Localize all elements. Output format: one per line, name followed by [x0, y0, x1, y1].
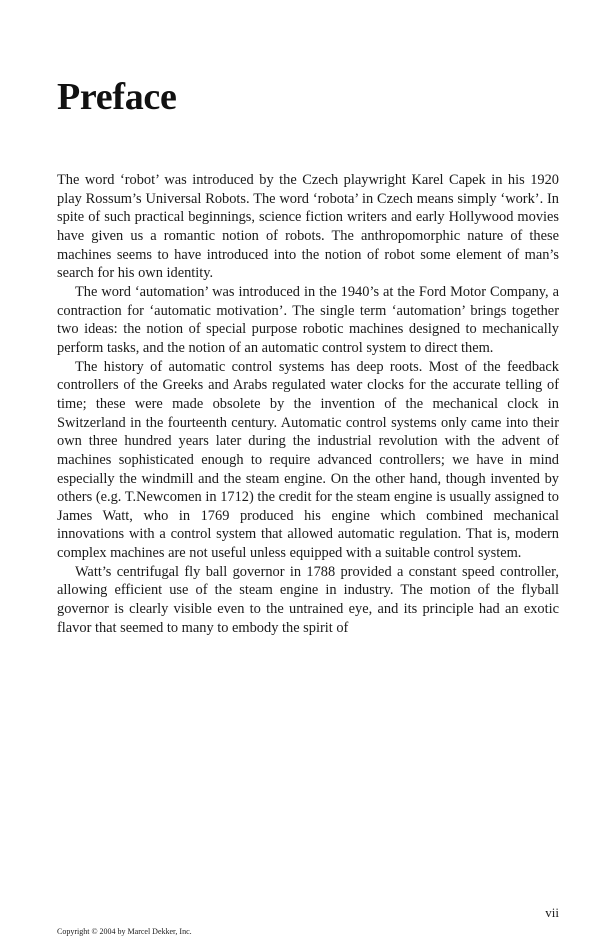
page-title: Preface [57, 76, 177, 118]
paragraph-1: The word ‘robot’ was introduced by the Czech playwright Karel Capek in his 1920 play Rossum’s Universal Robots. The word ‘robota’ in Czech means simply ‘work’. In spite of such practical beginnings, science fiction writers and early Hollywood movies have given us a romantic notion of robots. The anthropomorphic nature of these machines seems to have introduced into the notion of robot some element of man’s search for his own identity. [57, 172, 559, 282]
copyright-notice: Copyright © 2004 by Marcel Dekker, Inc. [57, 927, 192, 936]
page-number: vii [545, 905, 559, 920]
paragraph-2: The word ‘automation’ was introduced in the 1940’s at the Ford Motor Company, a contraction for ‘automatic motivation’. The single term ‘automation’ brings together two ideas: the notion of special purpose robotic machines designed to mechanically perform tasks, and the notion of an automatic control system to direct them. [57, 283, 559, 356]
paragraph-4: Watt’s centrifugal fly ball governor in 1788 provided a constant speed controller, allowing efficient use of the steam engine in industry. The motion of the flyball governor is clearly visible even to the untrained eye, and its principle had an exotic flavor that seemed to many to embody the spirit of [57, 563, 559, 636]
paragraph-3: The history of automatic control systems has deep roots. Most of the feedback controllers of the Greeks and Arabs regulated water clocks for the accurate telling of time; these were made obsolete by the invention of the mechanical clock in Switzerland in the fourteenth century. Automatic control systems only came into their own three hundred years later during the industrial revolution with the advent of machines sophisticated enough to require advanced controllers; we have in mind especially the windmill and the steam engine. On the other hand, though invented by others (e.g. T.Newcomen in 1712) the credit for the steam engine is usually assigned to James Watt, who in 1769 produced his engine which combined mechanical innovations with a control system that allowed automatic regulation. That is, modern complex machines are not useful unless equipped with a suitable control system. [57, 358, 559, 562]
preface-body [57, 171, 559, 637]
